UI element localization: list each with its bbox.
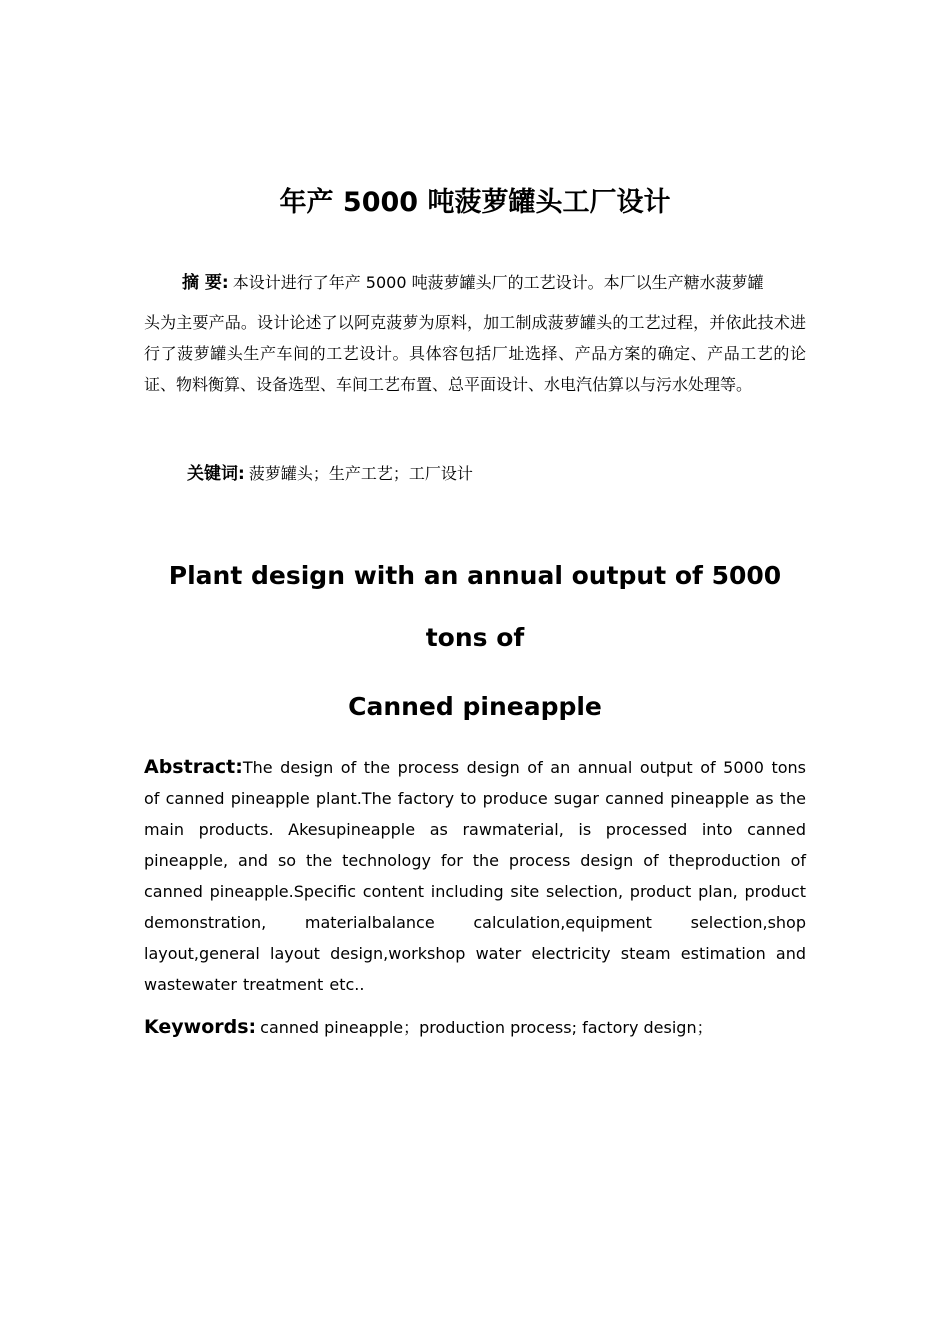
chinese-keywords-label: 关键词: <box>187 464 245 484</box>
chinese-abstract <box>144 266 806 400</box>
english-abstract <box>144 752 806 1000</box>
english-abstract-text: The design of the process design of an annual output of 5000 tons of canned pineapple plant.The factory to produce sugar canned pineapple as the main products. Akesupineapple as rawmaterial, is processed into canned pineapple, and so the technology for the process design of theproduction of canned pineapple.Specific content including site selection, product plan, product demonstration, materialbalance calculation,equipment selection,shop layout,general layout design,workshop water electricity steam estimation and wastewater treatment etc.. <box>144 758 806 994</box>
chinese-abstract-label: 摘 要: <box>182 273 229 293</box>
chinese-abstract-body: 头为主要产品。设计论述了以阿克菠萝为原料，加工制成菠萝罐头的工艺过程，并依此技术进行了菠萝罐头生产车间的工艺设计。具体容包括厂址选择、产品方案的确定、产品工艺的论证、物料衡算、设备选型、车间工艺布置、总平面设计、水电汽估算以与污水处理等。 <box>144 313 806 394</box>
chinese-abstract-first-line <box>144 266 806 300</box>
english-title-line-2: tons of <box>425 623 525 652</box>
chinese-keywords-text: 菠萝罐头；生产工艺；工厂设计 <box>248 464 473 483</box>
english-keywords-text: canned pineapple；production process; factory design； <box>260 1018 713 1037</box>
english-title-line-3: Canned pineapple <box>348 692 602 721</box>
english-abstract-label: Abstract: <box>144 756 243 778</box>
chinese-title: 年产 5000 吨菠萝罐头工厂设计 <box>279 187 671 218</box>
english-keywords <box>144 1012 713 1043</box>
english-keywords-label: Keywords: <box>144 1016 257 1038</box>
chinese-abstract-line1: 本设计进行了年产 5000 吨菠萝罐头厂的工艺设计。本厂以生产糖水菠萝罐 <box>232 273 764 292</box>
chinese-keywords <box>187 460 473 488</box>
english-title-line-1: Plant design with an annual output of 5000 <box>168 561 782 590</box>
